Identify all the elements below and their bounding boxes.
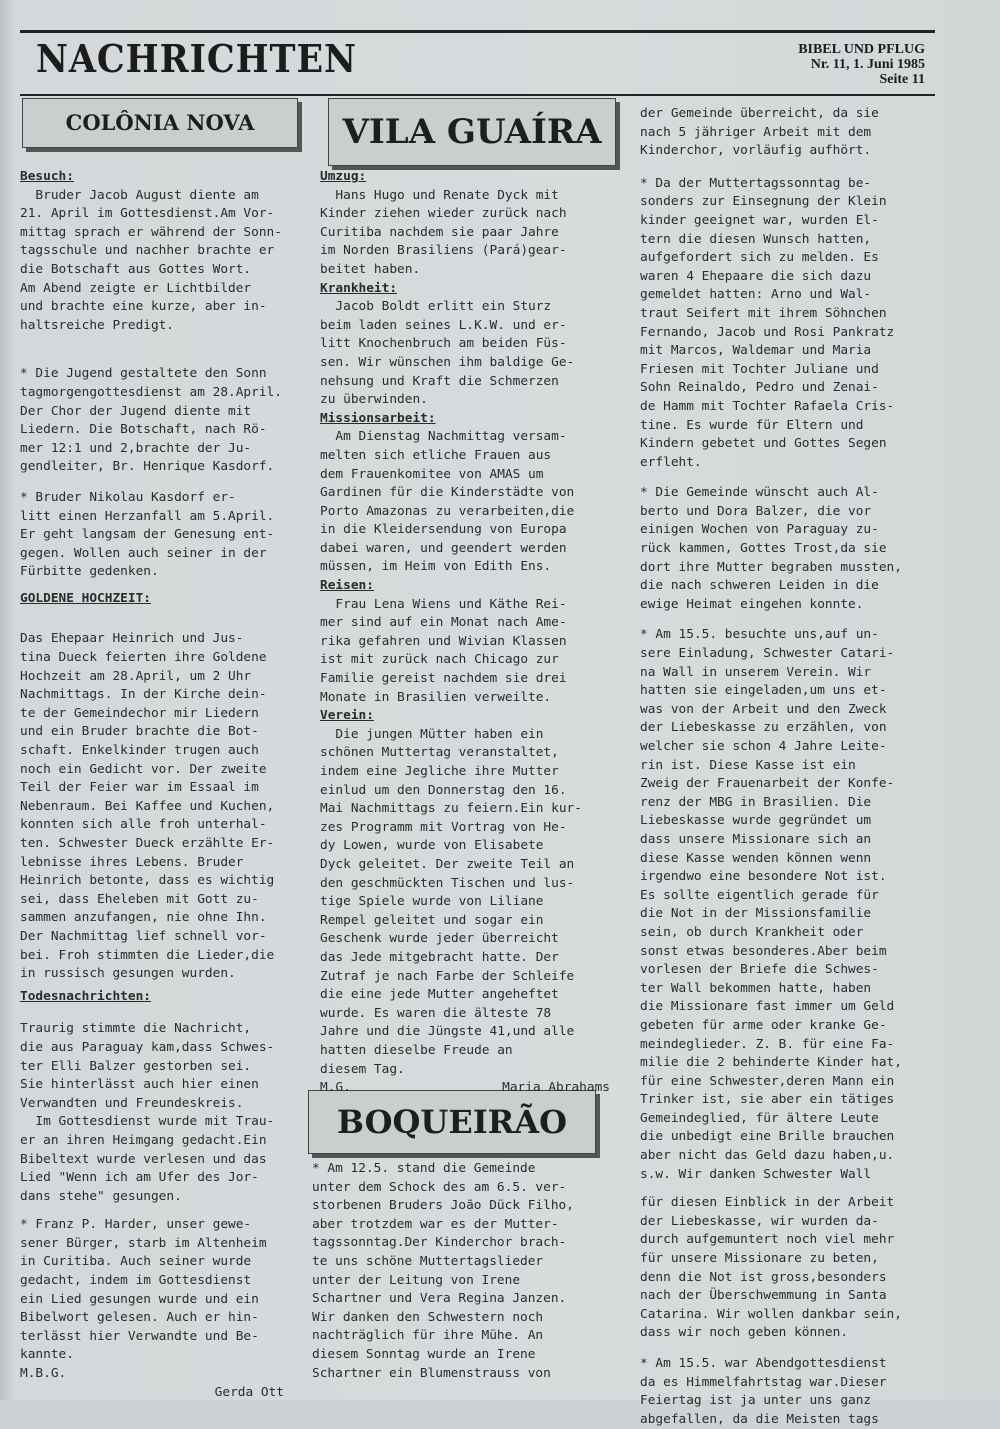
text-line: dy Lowen, wurde von Elisabete [320,838,544,854]
text-line: Liedern. Die Botschaft, nach Rö- [20,422,267,438]
text-line: * Bruder Nikolau Kasdorf er- [20,489,236,505]
text-line: ten. Schwester Dueck erzählte Er- [20,836,275,851]
text-line: tagmorgengottesdienst am 28.April. [20,384,282,400]
text-line: das Jede mitgebracht hatte. Der [320,949,559,965]
text-line: Sohn Reinaldo, Pedro und Zenai- [640,380,879,396]
text-line: Teil der Feier war im Essaal im [20,780,259,796]
text-line: Catarina. Wir wollen dankbar sein, [640,1306,902,1322]
text-line: s.w. Wir danken Schwester Wall [640,1166,872,1182]
text-line: dass unsere Missionare sich an [640,831,872,847]
text-line: irgendwo eine besondere Not ist. [640,869,887,885]
text-line: für unsere Missionare zu beten, [640,1251,879,1267]
text-line: bei. Froh stimmten die Lieder,die [20,947,275,963]
text-line: * Am 12.5. stand die Gemeinde [312,1161,536,1176]
text-line: Rempel geleitet und sogar ein [320,912,544,928]
section-title-colonia-nova: COLÔNIA NOVA [65,110,255,135]
text-line: * Die Gemeinde wünscht auch Al- [640,485,879,501]
text-line: kannte. [20,1347,74,1363]
heading-missionsarbeit: Missionsarbeit: [320,410,436,426]
text-line: die nach schweren Leiden in die [640,578,879,594]
text-line: Nachmittags. In der Kirche dein- [20,687,267,703]
text-line: Hans Hugo und Renate Dyck mit [320,187,559,203]
text-line: schönen Muttertag veranstaltet, [320,745,559,761]
text-line: storbenen Bruders João Dück Filho, [312,1198,574,1214]
text-line: die Missionare fast immer um Geld [640,999,895,1015]
text-line: Traurig stimmte die Nachricht, [20,1021,252,1037]
signature-row [320,1079,610,1098]
article-verein [320,726,610,1079]
text-line: die unbedigt eine Brille brauchen [640,1129,895,1145]
text-line: beim laden seines L.K.W. und er- [320,317,567,333]
text-line: aber trotzdem war es der Mutter- [312,1216,559,1232]
text-line: gemeldet hatten: Arno und Wal- [640,287,872,303]
text-line: Kinder ziehen wieder zurück nach [320,206,567,222]
text-line: sammen anzufangen, nie ohne Ihn. [20,910,267,926]
text-line: Zutraf je nach Farbe der Schleife [320,968,575,984]
text-line: Hochzeit am 28.April, um 2 Uhr [20,668,252,684]
text-line: Nebenraum. Bei Kaffee und Kuchen, [20,798,275,814]
article-missionsarbeit [320,428,610,577]
section-title-boqueirao: BOQUEIRÃO [337,1103,567,1141]
text-line: Feiertag ist ja unter uns ganz [640,1393,872,1409]
text-line: aufgefordert sich zu melden. Es [640,250,879,266]
text-line: Die jungen Mütter haben ein [320,726,544,742]
column-vila-guaira [320,168,610,1098]
text-line: gendleiter, Br. Henrique Kasdorf. [20,459,275,475]
text-line: der Gemeinde überreicht, da sie [640,106,879,121]
section-box-colonia-nova [22,98,298,148]
text-line: konnten sich alle froh unterhal- [20,817,267,833]
article-jugend [20,365,290,477]
text-line: traut Seifert mit ihrem Söhnchen [640,305,887,321]
text-line: denn die Not ist gross,besonders [640,1269,887,1285]
text-line: der Liebeskasse, wir wurden da- [640,1213,879,1229]
text-line: durch aufgemuntert noch viel mehr [640,1232,895,1248]
text-line: mittag sprach er während der Sonn- [20,224,282,240]
text-line: * Am 15.5. war Abendgottesdienst [640,1356,887,1371]
text-line: sei, dass Eheleben mit Gott zu- [20,891,259,907]
text-line: in die Kleidersendung von Europa [320,522,567,538]
article-todesnachrichten [20,1020,290,1206]
page-number: Seite 11 [879,72,925,87]
text-line: in Curitiba. Auch seiner wurde [20,1254,252,1270]
text-line: Verwandten und Freundeskreis. [20,1095,244,1111]
text-line: was von der Arbeit und den Zweck [640,701,887,717]
article-kasdorf [20,489,290,582]
text-line: abgefallen, da die Meisten tags [640,1411,879,1427]
column-boqueirao [312,1160,602,1383]
text-line: Monate in Brasilien verweilte. [320,689,552,705]
text-line: ter Elli Balzer gestorben sei. [20,1058,252,1074]
text-line: Mai Nachmittags zu feiern.Ein kur- [320,801,582,817]
text-line: Familie gereist nachdem sie drei [320,671,567,687]
text-line: Fürbitte gedenken. [20,564,159,580]
text-line: mer 12:1 und 2,brachte der Ju- [20,440,252,456]
section-box-vila-guaira [328,98,616,166]
text-line: diese Kasse wenden können wenn [640,850,872,866]
text-line: Im Gottesdienst wurde mit Trau- [20,1114,275,1130]
text-line: für diesen Einblick in der Arbeit [640,1195,895,1211]
text-line: Er geht langsam der Genesung ent- [20,527,275,543]
article-balzer [640,484,935,614]
text-line: mer sind auf ein Monat nach Ame- [320,615,567,631]
text-line: müssen, im Heim von Edith Ens. [320,559,552,575]
text-line: und ein Bruder brachte die Bot- [20,724,259,740]
article-liebeskasse [640,626,935,1184]
text-line: beitet haben. [320,261,421,277]
section-box-boqueirao [308,1090,596,1154]
text-line: ist mit zurück nach Chicago zur [320,652,559,668]
text-line: Dyck geleitet. Der zweite Teil an [320,856,575,872]
text-line: die aus Paraguay kam,dass Schwes- [20,1039,275,1055]
text-line: Lied "Wenn ich am Ufer des Jor- [20,1170,259,1186]
text-line: Zweig der Frauenarbeit der Konfe- [640,776,895,792]
text-line: tine. Es wurde für Eltern und [640,417,864,433]
article-reisen [320,596,610,708]
text-line: sener Bürger, starb im Altenheim [20,1235,267,1251]
text-line: lebnisse ihres Lebens. Bruder [20,854,244,870]
signature-mbg: M.B.G. [20,1366,67,1382]
text-line: er an ihren Heimgang gedacht.Ein [20,1132,267,1148]
text-line: zu überwinden. [320,392,428,408]
signature-mg: M.G. [320,1080,351,1096]
text-line: indem eine Jegliche ihre Mutter [320,764,559,779]
text-line: nach 5 jähriger Arbeit mit dem [640,124,872,140]
text-line: Das Ehepaar Heinrich und Jus- [20,631,244,647]
text-line: tige Spiele wurde von Liliane [320,894,544,910]
issue-info [798,42,925,87]
text-line: schaft. Enkelkinder trugen auch [20,743,259,759]
text-line: die Botschaft aus Gottes Wort. [20,261,252,277]
text-line: ter Wall bekommen hatte, haben [640,980,872,996]
text-line: sonst etwas besonderes.Aber beim [640,943,887,959]
heading-goldene-hochzeit: GOLDENE HOCHZEIT: [20,590,151,606]
text-line: tina Dueck feierten ihre Goldene [20,650,267,666]
text-line: die Not in der Missionsfamilie [640,906,872,922]
text-line: in russisch gesungen wurden. [20,966,236,982]
issue-number: Nr. 11, 1. Juni 1985 [810,57,925,72]
text-line: * Die Jugend gestaltete den Sonn [20,366,267,382]
text-line: dem Frauenkomitee von AMAS um [320,466,544,482]
text-line: da es Himmelfahrtstag war.Dieser [640,1374,887,1390]
text-line: rin ist. Diese Kasse ist ein [640,757,856,773]
text-line: Sie hinterlässt auch hier einen [20,1077,259,1093]
text-line: welcher sie schon 4 Jahre Leite- [640,739,887,754]
heading-verein: Verein: [320,708,374,724]
text-line: aber nicht das Geld dazu haben,u. [640,1148,895,1164]
article-goldene-hochzeit [20,630,290,983]
text-line: litt einen Herzanfall am 5.April. [20,508,275,524]
text-line: * Franz P. Harder, unser gewe- [20,1217,252,1233]
text-line: Fernando, Jacob und Rosi Pankratz [640,324,895,340]
text-line: Der Nachmittag lief schnell vor- [20,928,267,944]
text-line: mit Marcos, Waldemar und Maria [640,343,872,359]
text-line: Heinrich betonte, dass es wichtig [20,873,275,889]
heading-besuch: Besuch: [20,169,74,184]
text-line: kinder geeignet war, wurden El- [640,212,879,228]
text-line: nach der Überschwemmung in Santa [640,1288,887,1304]
text-line: erfleht. [640,454,702,470]
text-line: * Da der Muttertagssonntag be- [640,175,872,191]
text-line: Es sollte eigentlich gerade für [640,887,879,903]
text-line: Bruder Jacob August diente am [20,187,259,203]
text-line: noch ein Gedicht vor. Der zweite [20,761,267,777]
text-line: Schartner ein Blumenstrauss von [312,1365,551,1381]
text-line: gegen. Wollen auch seiner in der [20,545,267,561]
text-line: wurde. Es waren die älteste 78 [320,1005,552,1021]
column-colonia-nova [20,168,290,1402]
text-line: de Hamm mit Tochter Rafaela Cris- [640,398,895,414]
text-line: Porto Amazonas zu verarbeiten,die [320,503,575,519]
text-line: 21. April im Gottesdienst.Am Vor- [20,206,275,222]
text-line: Der Chor der Jugend diente mit [20,403,252,419]
text-line: diesem Sonntag wurde an Irene [312,1346,536,1362]
text-line: unter der Leitung von Irene [312,1272,521,1288]
text-line: Geschenk wurde jeder überreicht [320,931,559,947]
signature-maria-abrahams: Maria Abrahams [502,1080,610,1096]
text-line: tern die diesen Wunsch hatten, [640,231,872,247]
page-header [20,30,935,100]
article-boqueirao [312,1160,602,1383]
heading-reisen: Reisen: [320,578,374,594]
article-krankheit [320,298,610,410]
text-line: dort ihre Mutter begraben mussten, [640,559,902,575]
article-himmelfahrt [640,1355,935,1429]
heading-umzug: Umzug: [320,169,367,184]
text-line: und brachte eine kurze, aber in- [20,299,267,315]
text-line: Gemeindeglied, für ältere Leute [640,1110,879,1126]
text-line: litt Knochenbruch am beiden Füs- [320,336,567,352]
text-line: Friesen mit Tochter Juliane und [640,361,879,377]
text-line: Trinker ist, sie aber ein tätiges [640,1092,895,1108]
text-line: Wir danken den Schwestern noch [312,1309,544,1325]
section-title-vila-guaira: VILA GUAÍRA [342,112,602,152]
article-liebeskasse-cont [640,1194,935,1343]
header-bottom-rule [20,94,935,96]
text-line: sonders zur Einsegnung der Klein [640,194,887,210]
text-line: sein, ob durch Krankheit oder [640,924,864,940]
text-line: zes Programm mit Vortrag von He- [320,819,567,835]
text-line: Jacob Boldt erlitt ein Sturz [320,299,552,315]
text-line: ein Lied gesungen wurde und ein [20,1291,259,1307]
heading-krankheit: Krankheit: [320,280,398,296]
heading-todesnachrichten: Todesnachrichten: [20,988,151,1004]
text-line: te der Gemeindechor mir Liedern [20,705,259,721]
text-line: tagsschule und nachher brachte er [20,243,275,259]
text-line: Jahre und die Jüngste 41,und alle [320,1024,575,1040]
text-line: terlässt hier Verwandte und Be- [20,1328,259,1344]
text-line: * Am 15.5. besuchte uns,auf un- [640,627,879,643]
page-title: NACHRICHTEN [36,36,357,81]
article-einsegnung [640,175,935,473]
text-line: einlud um den Donnerstag den 16. [320,782,567,798]
text-line: der Liebeskasse zu erzählen, von [640,720,887,736]
text-line: sen. Wir wünschen ihm baldige Ge- [320,354,575,370]
text-line: tagssonntag.Der Kinderchor brach- [312,1235,567,1251]
text-line: rück kammen, Gottes Trost,da sie [640,541,887,557]
text-line: Am Dienstag Nachmittag versam- [320,429,567,445]
text-line: berto und Dora Balzer, die vor [640,503,872,519]
text-line: den geschmückten Tischen und lus- [320,875,575,891]
text-line: Bibeltext wurde verlesen und das [20,1151,267,1167]
text-line: gedacht, indem im Gottesdienst [20,1273,252,1289]
article-umzug [320,187,610,280]
text-line: meindeglieder. Z. B. für eine Fa- [640,1036,895,1052]
text-line: gebeten für arme oder kranke Ge- [640,1017,887,1033]
column-right [640,105,935,1429]
text-line: waren 4 Ehepaare die sich dazu [640,268,872,284]
text-line: dans stehe" gesungen. [20,1188,182,1204]
text-line: Bibelwort gelesen. Auch er hin- [20,1310,259,1326]
text-line: Gardinen für die Kinderstädte von [320,485,575,501]
text-line: renz der MBG in Brasilien. Die [640,794,872,810]
header-top-rule [20,30,935,33]
signature-gerda-ott: Gerda Ott [214,1384,284,1400]
text-line: nehsung und Kraft die Schmerzen [320,373,559,389]
text-line: einigen Wochen von Paraguay zu- [640,522,879,538]
text-line: ewige Heimat eingehen konnte. [640,596,864,612]
text-line: dass wir noch geben können. [640,1325,849,1341]
text-line: unter dem Schock des am 6.5. ver- [312,1179,567,1195]
text-line: vorlesen der Briefe die Schwes- [640,962,879,978]
text-line: milie die 2 behinderte Kinder hat, [640,1055,902,1071]
text-line: na Wall in unserem Verein. Wir [640,664,872,680]
text-line: Kindern gebetet und Gottes Segen [640,436,887,452]
text-line: für eine Schwester,deren Mann ein [640,1073,895,1089]
text-line: diesem Tag. [320,1061,405,1077]
article-besuch [20,187,290,336]
text-line: sere Einladung, Schwester Catari- [640,646,895,662]
text-line: Liebeskasse wurde gegründet um [640,813,872,829]
text-line: Schartner und Vera Regina Janzen. [312,1291,567,1307]
text-line: dabei waren, und geendert werden [320,540,567,556]
text-line: Curitiba nachdem sie paar Jahre [320,224,559,240]
text-line: hatten dieselbe Freude an [320,1042,513,1058]
article-continuation [640,105,935,161]
text-line: melten sich etliche Frauen aus [320,447,552,463]
text-line: te uns schöne Muttertagslieder [312,1253,544,1269]
text-line: Am Abend zeigte er Lichtbilder [20,280,252,296]
text-line: hatten sie eingeladen,um uns et- [640,683,887,699]
text-line: die eine jede Mutter angeheftet [320,987,559,1003]
text-line: haltsreiche Predigt. [20,317,175,333]
publication-name: BIBEL UND PFLUG [798,42,925,57]
article-harder [20,1216,290,1365]
text-line: im Norden Brasiliens (Pará)gear- [320,243,567,259]
text-line: Kinderchor, vorläufig aufhört. [640,143,872,159]
text-line: rika gefahren und Wivian Klassen [320,633,567,649]
text-line: Frau Lena Wiens und Käthe Rei- [320,596,567,612]
text-line: nachträglich für ihre Mühe. An [312,1328,544,1344]
